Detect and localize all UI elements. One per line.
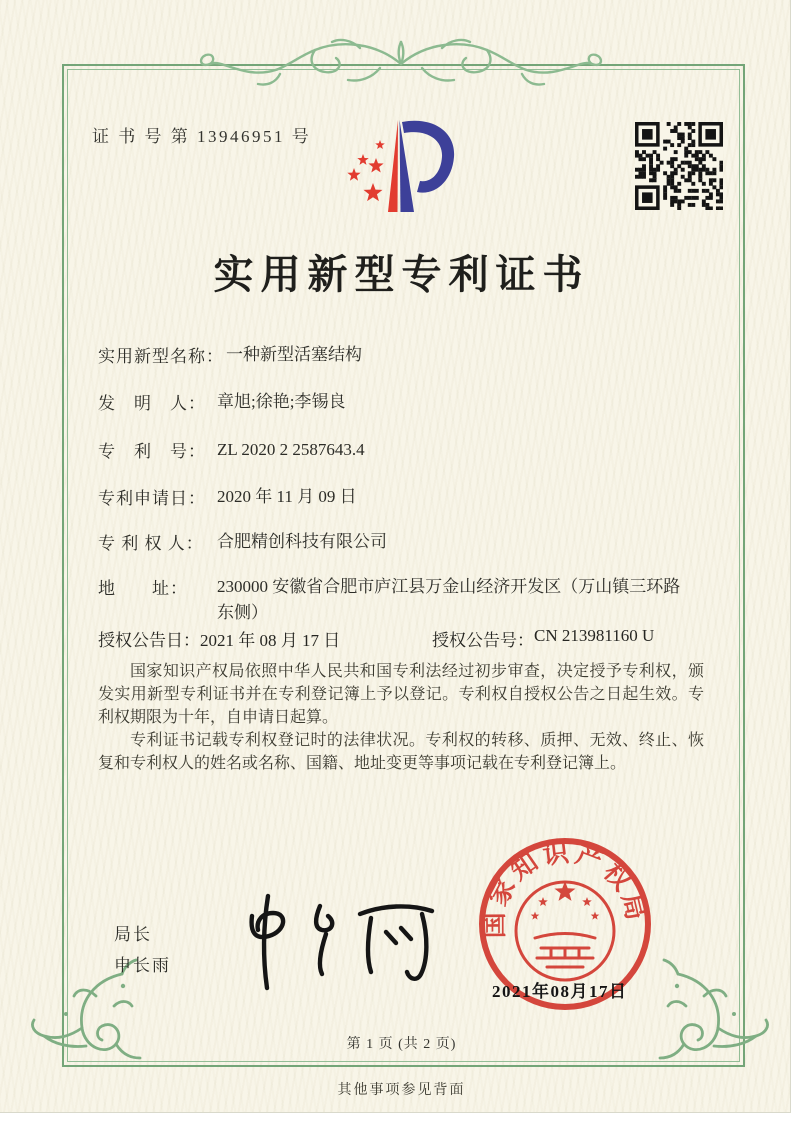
field-label: 发 明 人： [98,394,206,413]
director-name: 申长雨 [114,956,171,975]
field-label: 地 址： [98,579,188,598]
field-label: 授权公告日： [98,631,200,650]
grant-row [0,626,790,650]
certificate-number: 证 书 号 第 13946951 号 [92,127,312,146]
grant-number [432,626,654,651]
qr-code [635,122,723,210]
field-value: 230000 安徽省合肥市庐江县万金山经济开发区（万山镇三环路东侧） [217,577,681,622]
seal-date: 2021年08月17日 [492,982,628,1001]
certificate-border [62,64,745,1067]
field-row [98,437,365,463]
seal-ring-text: 国家知识产权局 [479,837,651,939]
legal-text [98,660,704,775]
field-value: CN 213981160 U [534,626,655,645]
field-label: 专利申请日： [98,489,206,508]
field-label: 授权公告号： [432,631,534,650]
body-paragraph: 国家知识产权局依照中华人民共和国专利法经过初步审查，决定授予专利权，颁发实用新型专利证书并在专利登记簿上予以登记。专利权自授权公告之日起生效。专利权期限为十年，自申请日起算。 [98,663,704,726]
director-title: 局长 [114,925,152,944]
field-value: 2021 年 08 月 17 日 [200,631,341,650]
field-row [98,484,357,510]
body-paragraph: 专利证书记载专利权登记时的法律状况。专利权的转移、质押、无效、终止、恢复和专利权人的姓名或名称、国籍、地址变更等事项记载在专利登记簿上。 [98,732,704,772]
field-value: 2020 年 11 月 09 日 [217,487,357,506]
certificate-border-inner [67,69,740,1062]
field-value: 章旭;徐艳;李锡良 [217,392,346,411]
field-row [98,342,362,368]
certificate-title: 实用新型专利证书 [213,252,590,297]
field-value: 一种新型活塞结构 [226,345,362,364]
grant-date [98,626,340,651]
field-value: 合肥精创科技有限公司 [217,532,387,551]
field-row [98,389,345,415]
field-label: 实用新型名称： [98,347,224,366]
field-row [98,529,387,555]
field-row [98,574,687,626]
field-label: 专 利 号： [98,442,206,461]
field-label: 专 利 权 人： [98,534,204,553]
back-note: 其他事项参见背面 [337,1083,466,1098]
page-number: 第 1 页 (共 2 页) [346,1037,457,1052]
field-value: ZL 2020 2 2587643.4 [217,440,365,459]
